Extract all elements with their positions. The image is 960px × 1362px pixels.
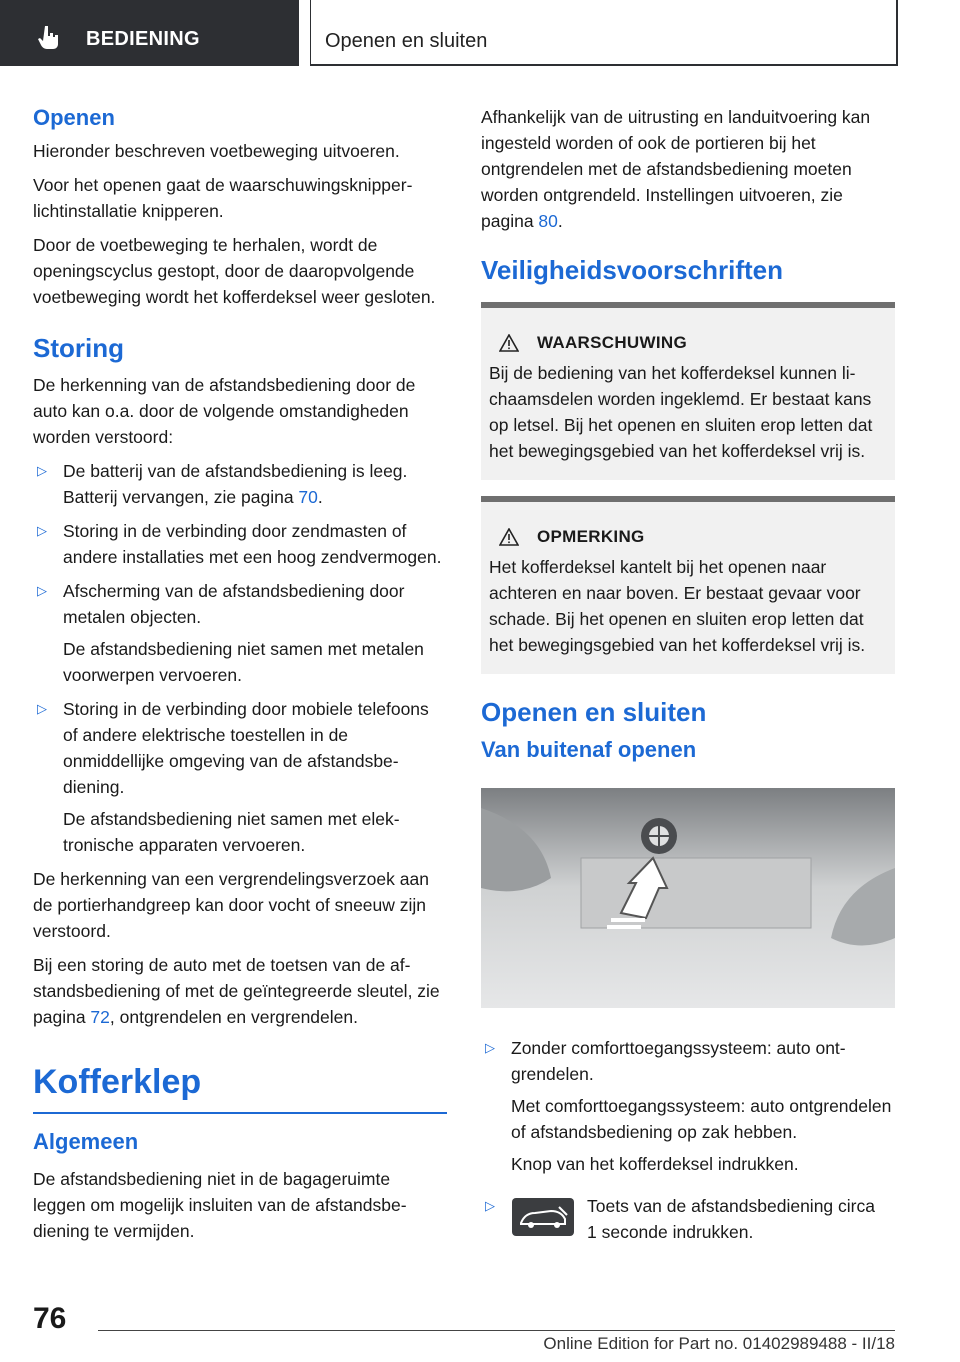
storing-list — [33, 458, 447, 858]
heading-kofferklep: Kofferklep — [33, 1060, 447, 1114]
page-link[interactable]: 70 — [298, 487, 318, 507]
list-subparagraph: De afstandsbediening niet samen met metalen voorwerpen vervoeren. — [63, 639, 424, 685]
paragraph: Bij een storing de auto met de toetsen van de afstandsbediening of met de geïntegreerde sleutel, zie pagina 72, ontgrendelen en vergrendelen. — [33, 955, 440, 1027]
heading-algemeen: Algemeen — [33, 1129, 139, 1154]
page-link[interactable]: 72 — [90, 1007, 110, 1027]
note-text: Het kofferdeksel kantelt bij het openen naar achteren en naar boven. Er bestaat gevaar voor schade. Bij het openen en sluiten erop letten dat het bewegingsgebied van het kofferdeksel vrij is. — [489, 557, 866, 655]
triangle-bullet-icon: ▷ — [485, 1040, 495, 1055]
left-column — [33, 104, 447, 1252]
warning-text: Bij de bediening van het kofferdeksel kunnen lichaamsdelen worden ingeklemd. Er bestaat kans op letsel. Bij het openen en sluiten erop letten dat het bewegingsgebied van het kofferdeksel vrij is. — [489, 363, 873, 461]
list-subparagraph: Knop van het kofferdeksel indrukken. — [511, 1154, 799, 1174]
paragraph: De herkenning van de afstandsbediening door de auto kan o.a. door de volgende omstandigheden worden verstoord: — [33, 375, 416, 447]
triangle-bullet-icon: ▷ — [37, 523, 47, 538]
paragraph: Hieronder beschreven voetbeweging uitvoeren. — [33, 141, 400, 161]
note-triangle-icon — [499, 528, 519, 546]
section-label: BEDIENING — [86, 28, 200, 50]
heading-veiligheidsvoorschriften: Veiligheidsvoorschriften — [481, 255, 783, 285]
hand-pointer-icon — [36, 24, 62, 50]
list-item: ▷ Toets van de afstandsbediening circa 1 seconde indrukken. — [481, 1193, 895, 1245]
note-title: OPMERKING — [489, 524, 887, 550]
warning-box — [481, 302, 895, 480]
list-item: ▷ Afscherming van de afstandsbediening door metalen objecten. De afstandsbediening niet samen met metalen voorwerpen vervoeren. — [33, 578, 447, 688]
page-link[interactable]: 80 — [538, 211, 558, 231]
warning-title: WAARSCHUWING — [489, 330, 887, 356]
paragraph: Door de voetbeweging te herhalen, wordt de openingscyclus gestopt, door de daaropvolgende voetbeweging wordt het kofferdeksel weer gesloten. — [33, 235, 436, 307]
paragraph: De herkenning van een vergrendelingsverzoek aan de portierhandgreep kan door vocht of sneeuw zijn verstoord. — [33, 869, 429, 941]
footer-divider — [98, 1330, 895, 1331]
chapter-tab — [310, 0, 898, 66]
heading-storing: Storing — [33, 333, 124, 363]
paragraph: De afstandsbediening niet in de bagageruimte leggen om mogelijk insluiten van de afstandsbediening te vermijden. — [33, 1169, 407, 1241]
triangle-bullet-icon: ▷ — [37, 463, 47, 478]
heading-openen: Openen — [33, 105, 115, 130]
triangle-bullet-icon: ▷ — [485, 1198, 495, 1213]
trunk-button-photo — [481, 788, 895, 1008]
note-box — [481, 496, 895, 674]
list-item: ▷ Storing in de verbinding door mobiele telefoons of andere elektrische toestellen in de onmiddellijke omgeving van de afstandsbediening. De afstandsbediening niet samen met elektronische apparaten vervoeren. — [33, 696, 447, 858]
right-column — [481, 104, 895, 1253]
list-item: ▷ De batterij van de afstandsbediening is leeg. Batterij vervangen, zie pagina 70. — [33, 458, 447, 510]
page-number: 76 — [33, 1302, 67, 1335]
remote-trunk-button-icon — [511, 1197, 575, 1237]
triangle-bullet-icon: ▷ — [37, 701, 47, 716]
warning-triangle-icon — [499, 334, 519, 352]
list-subparagraph: Met comforttoegangssysteem: auto ontgrendelen of afstandsbediening op zak hebben. — [511, 1096, 892, 1142]
list-subparagraph: De afstandsbediening niet samen met elektronische apparaten vervoeren. — [63, 809, 400, 855]
triangle-bullet-icon: ▷ — [37, 583, 47, 598]
section-tab — [0, 0, 299, 66]
list-item: ▷ Zonder comforttoegangssysteem: auto ontgrendelen. Met comforttoegangssysteem: auto ontgrendelen of afstandsbediening op zak hebben. Knop van het kofferdeksel indrukken. — [481, 1035, 895, 1177]
paragraph: Afhankelijk van de uitrusting en landuitvoering kan ingesteld worden of ook de portieren bij het ontgrendelen met de afstandsbediening moeten worden ontgrendeld. Instellingen uitvoeren, zie pagina 80. — [481, 107, 871, 231]
heading-van-buitenaf-openen: Van buitenaf openen — [481, 737, 697, 762]
heading-openen-en-sluiten: Openen en sluiten — [481, 697, 707, 727]
opening-steps-list — [481, 1035, 895, 1245]
edition-note: Online Edition for Part no. 01402989488 - II/18 — [543, 1334, 895, 1353]
chapter-label: Openen en sluiten — [325, 30, 488, 52]
paragraph: Voor het openen gaat de waarschuwingsknipperlichtinstallatie knipperen. — [33, 175, 413, 221]
list-item: ▷ Storing in de verbinding door zendmasten of andere installaties met een hoog zendvermogen. — [33, 518, 447, 570]
